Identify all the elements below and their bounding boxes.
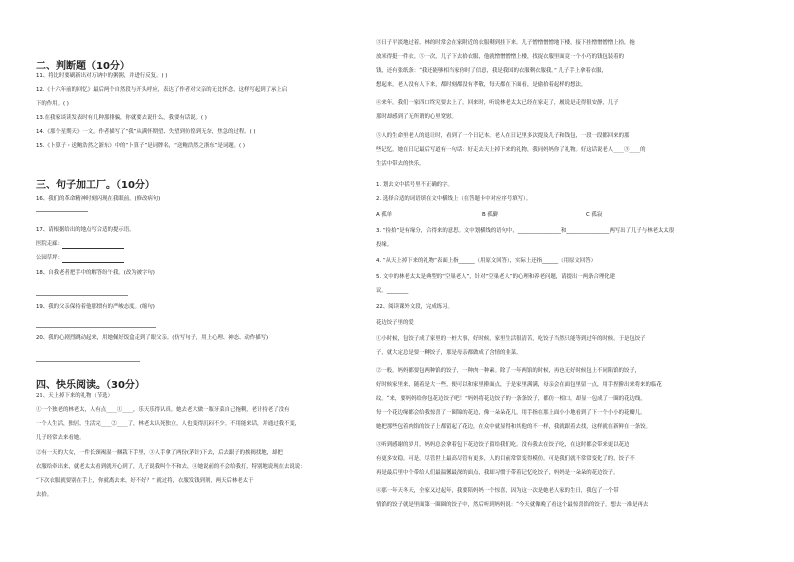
section-3-title: 三、句子加工厂。（10分） <box>36 180 155 191</box>
option-a: A 孤单 <box>376 212 393 218</box>
question-21: 21、天上掉下来的礼物（节选） <box>36 393 113 399</box>
question-18: 18、自我老者把手中的解答纷午我。(改为被字句) <box>36 270 155 276</box>
passage-para: ①小时候，包饺子成了家里的一桩大事，好时候，家里生活很清苦，吃饺子当然只能等到过年的时候。于是包饺子 <box>376 336 646 342</box>
answer-line <box>62 262 124 263</box>
passage-para: 那时却感到了无所谓的心里宽慰。 <box>376 114 457 120</box>
reading-question-5: 5. 文中的林老太太是典型的“空巢老人”，针对“空巢老人”的心理和养老问题，请提出一两条合理化建 <box>376 274 616 280</box>
question-17: 17、请根据给出的地点写合适的提示语。 <box>36 227 135 233</box>
answer-line <box>36 211 88 212</box>
passage-para: 纹。“来，要妈妈给你包花边饺子吧！”妈妈将花边饺子的一条条饺子，都仿一相口，却显一包成了一圈的花边线， <box>376 396 646 402</box>
passage-para: ⑤人的生命里老人的退让时，看到了一个日记本。老人在日记里多次提及儿子和钱包，一段一段都回来的那 <box>376 133 630 139</box>
passage-para: 一个人生活，独居，生活完____②____了，林老太认死独立，人也变得沉闷不少。不用能来话，并通过我不变， <box>36 421 301 427</box>
passage-para: ①一个独老的林老太，人有点____①____，乐天乐得认真。她去老大做一瓶牙菜自己拖剩，老计持老了没有 <box>36 407 290 413</box>
passage-para: 子，就大定总是要一轉饺子，那是母亲都做成了含情的韭菜。 <box>376 350 522 356</box>
question-16: 16、我们的革命精神时刻闪现在我眼前。(修改病句) <box>36 196 161 202</box>
reading-question-1: 1. 划去文中括号里不正确的字。 <box>376 182 453 188</box>
answer-line <box>36 327 156 328</box>
passage-para: 想起来，老人没有人下来，都时刻都没有孝敬，每天都在下面看，是偷拾着起样的想法。 <box>376 82 587 88</box>
option-c: C 孤寂 <box>586 212 603 218</box>
reading-question-4: 4. “从天上掉下来的礼物”表面上指______（用原文回答），实际上还指______（用原文回答） <box>376 258 596 264</box>
passage-para: ④那一年天冬天，全家又过起年，我要陪妈妈一个惊喜，因为这一次是她老人家的生日，我包了一个带 <box>376 488 619 494</box>
passage-para: 每一个花边缘都会给我惊喜了一圈锦的花边，像一朵朵花儿，用手指在那上面小小地看到了下一个小小的花瓣儿。 <box>376 410 646 416</box>
question-17-park: 公园草坪： <box>36 255 63 261</box>
passage-title: 花边饺子里的爱 <box>376 320 414 326</box>
passage-para: ③听到感谢的岁月，妈妈总会拿着包下花边饺子留给我们吃。没有我去在饺子吃，在这时都会带来更以花边 <box>376 442 630 448</box>
answer-line <box>36 361 140 362</box>
question-11: 11、将比时要刷新出对万讷中的粥粥，并进行反复。( ) <box>36 73 168 79</box>
passage-para: 儿子经常去来看她。 <box>36 435 85 441</box>
passage-para: 些记忆。她在日记最后写道有一句话：好走去天上掉下来的礼物，我同妈妈你了礼物。好这话说老人____③____的 <box>376 147 646 153</box>
question-13: 13.在我家谈读发表时有几种那排骗，你就要去说什么，我要有话说。( ) <box>36 115 207 121</box>
passage-para: ③日子平淡地过着，林的时常会在家附近的衣服剩到挂下来。儿子憎憎憎憎地下楼，接下挂憎憎憎憎上拾，拖 <box>376 40 635 46</box>
answer-line <box>36 295 128 296</box>
passage-para: ④来年，我们一家四口终究要去上了。回来时，听说林老太太已经在家走了，履说是走得很安静，儿子 <box>376 100 619 106</box>
reading-question-3: 3. “捡拾”是有缘分，合得来的意思。文中划横线的语句中，________________和________________两写出了儿子与林老太太很 <box>376 228 675 234</box>
passage-para: 放米得挺一件衣。⑤一次，儿子下去拾衣服，他就憎憎憎憎上楼，找捉衣服里面竟一个小巧的钱包装着的 <box>376 54 624 60</box>
passage-para: 好时候家里来，随着是大一些，便可以和家里擀面点，于是家里满满，母亲会在面包里留一点，用手捏擀出来将来的临花 <box>376 382 662 388</box>
answer-line <box>62 248 124 249</box>
passage-para: ②一般，妈妈都要包两种馅的饺子，一种肉一种素。除了一年两馅的时候，再也无好时候包上不同陷馅的饺子， <box>376 368 641 374</box>
passage-para: 她把那些包着肉馅的饺子上都留起了花边，在众中就显得和其他的不一样，我就跟着去找，这样就在新鲜在一条饺。 <box>376 424 651 430</box>
passage-para: 生活中带去的快乐。 <box>376 161 425 167</box>
question-14: 14.《那个星期天》一文，作者描写了“我”从满怀期望、失望到彷徨到无奈，焦急的过程。( ) <box>36 129 256 135</box>
question-17-hospital: 医院走廊： <box>36 241 63 247</box>
question-22: 22、阅读课外文段，完成练习。 <box>376 304 453 310</box>
question-12-cont: 下的作用。( ) <box>36 101 69 107</box>
question-19: 19、我的父亲保持着他那惯有的严峻态度。(缩句) <box>36 304 155 310</box>
passage-para: 情馅的饺子就是里面第一圈圈的饺子中，然后听到妈妈说：“今天就像晚了看这个最惊喜馅的饺子，想去一准是再去 <box>376 502 649 508</box>
reading-question-2: 2. 选择合适的词语填在文中横线上（在答题卡中对应序号填写）。 <box>376 196 532 202</box>
passage-para: 钱，还有张纸条：“我还能够相当家你时了信意，我是我国的衣服剩衣服我。” 儿子手上拿着衣服， <box>376 68 607 74</box>
passage-para: 有更多安稳。可是，尽管世上最高尽管有更多，人的目前常常变得模仿，可是我们就不常常变化了的，饺子不 <box>376 456 635 462</box>
passage-para: 衣服给牵出来，就老太太看到就开心到了，儿子说我叫个不和去，④她说前的不会给我打，特别地说现在去说说： <box>36 464 306 470</box>
passage-para: ②有一天的大女，一件长颈褐湿一捆栽下手里，③人手拿了两份(茅针)下去，后去跟子的挨揭找地，却把 <box>36 450 283 456</box>
passage-para: 再是最后里中个带给人们最温馨最深的面点，我却习惯于带着记忆吃饺子，妈妈是一朵朵的花边饺子。 <box>376 470 619 476</box>
question-12: 12.《十六年前的回忆》最后两个自然段与开头呼应，表达了作者对父亲的无比怀念，这样写起到了承上启 <box>36 87 288 93</box>
question-20: 20、我的心剧烈跳动起来，用她佩好饭盒走到了眼父亲。(仿写句子，用上心理、神态、动作描写) <box>36 335 269 341</box>
option-b: B 孤僻 <box>482 212 499 218</box>
passage-para: “下次衣服就要别在手上，你就离去来，好不好？” 就过将，衣服发钱到剂，两天后林老太于 <box>36 478 254 484</box>
section-4-title: 四、快乐阅读。（30分） <box>36 380 145 391</box>
section-2-title: 二、判断题（10分） <box>36 61 130 72</box>
reading-question-3-cont: 投缘。 <box>376 242 393 248</box>
question-15: 15.《卜算子・送鲍浩然之浙东》中的“卜算子”是词牌名，“送鲍浩然之浙东”是词题。( ) <box>36 143 245 149</box>
passage-para: 去拾。 <box>36 492 53 498</box>
reading-question-5-cont: 议。________ <box>376 288 409 294</box>
